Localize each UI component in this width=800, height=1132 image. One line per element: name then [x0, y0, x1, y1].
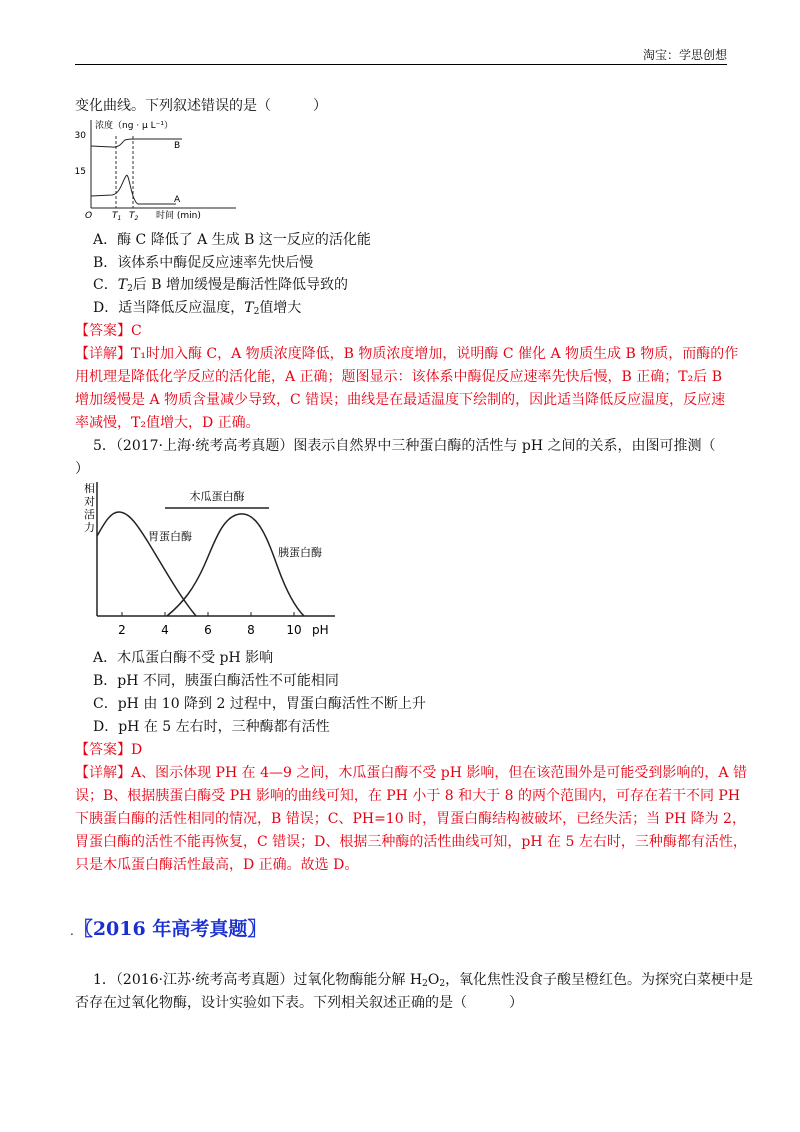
q4-option-d: D．适当降低反应温度，$T_2$值增大 [93, 300, 302, 317]
q4-t1-label: $T_1$ [112, 211, 122, 222]
q4-answer: 【答案】C [75, 323, 142, 339]
q5-detail-line: 只是木瓜蛋白酶活性最高，D 正确。故选 D。 [75, 857, 359, 873]
q5-option-d: D．pH 在 5 左右时，三种酶都有活性 [93, 719, 330, 735]
q5-detail-line: 误；B、根据胰蛋白酶受 PH 影响的曲线可知，在 PH 小于 8 和大于 8 的两个范围内，可存在若干不同 PH [75, 788, 741, 804]
q1-stem-line2: 否存在过氧化物酶，设计实验如下表。下列相关叙述正确的是（ ） [75, 995, 523, 1011]
q4-series-a-label: A [174, 195, 181, 205]
q5-stem: 5．（2017·上海·统考高考真题）图表示自然界中三种蛋白酶的活性与 pH 之间的关系，由图可推测（ [93, 438, 716, 454]
q4-option-b: B．该体系中酶促反应速率先快后慢 [93, 255, 314, 271]
q5-x-tick-label: 6 [204, 623, 212, 637]
q1-stem-line1: 1．（2016·江苏·统考高考真题）过氧化物酶能分解 $H_2O_2$，氧化焦性没食子酸呈橙红色。为探究白菜梗中是 [93, 972, 754, 989]
q4-option-a: A．酶 C 降低了 A 生成 B 这一反应的活化能 [93, 232, 371, 248]
q4-curve-a [91, 175, 176, 204]
q4-chart [68, 116, 238, 224]
section-heading [70, 915, 266, 945]
q4-curve-b [91, 139, 182, 147]
q5-x-tick-label: 10 [286, 623, 302, 637]
q5-option-c: C．pH 由 10 降到 2 过程中，胃蛋白酶活性不断上升 [93, 696, 426, 712]
q4-option-c: C．$T_2$后 B 增加缓慢是酶活性降低导致的 [93, 277, 348, 294]
q4-detail-line: 增加缓慢是 A 物质含量减少导致，C 错误；曲线是在最适温度下绘制的，因此适当降低反应温度，反应速 [75, 392, 726, 408]
page-header: 淘宝：学思创想 [642, 48, 727, 62]
section-dot: . [70, 924, 74, 938]
q4-y-axis-label: 浓度（ng · μ L⁻¹） [95, 121, 173, 131]
q4-stem: 变化曲线。下列叙述错误的是（ ） [75, 98, 327, 114]
section-title: 〖2016 年高考真题〗 [73, 918, 267, 940]
q5-stem-cont: ） [75, 461, 89, 477]
q5-pepsin-label: 胃蛋白酶 [148, 530, 192, 543]
q5-y-label-char: 活 [84, 508, 95, 521]
header-rule [75, 64, 727, 65]
q5-detail-line: 下胰蛋白酶的活性相同的情况，B 错误；C、PH=10 时，胃蛋白酶结构被破坏，已经失活；当 PH 降为 2， [75, 811, 746, 827]
q4-detail-line: 【详解】T₁时加入酶 C，A 物质浓度降低，B 物质浓度增加，说明酶 C 催化 A 物质生成 B 物质，而酶的作 [75, 346, 739, 362]
q4-x-axis-label: 时间 (min) [156, 211, 201, 221]
q4-t2-label: $T_2$ [129, 211, 139, 222]
q4-detail-line: 率减慢，T₂值增大，D 正确。 [75, 415, 260, 431]
q5-x-tick-label: 2 [118, 623, 126, 637]
q5-detail-line: 胃蛋白酶的活性不能再恢复，C 错误；D、根据三种酶的活性曲线可知，pH 在 5 左右时，三种酶都有活性， [75, 834, 747, 850]
q4-y-tick-30: 30 [74, 131, 86, 141]
q5-papain-label: 木瓜蛋白酶 [189, 490, 245, 503]
q5-y-label-char: 相 [84, 482, 95, 495]
q5-answer: 【答案】D [75, 742, 143, 758]
q5-x-tick-label: 4 [161, 623, 169, 637]
q4-origin-label: O [85, 211, 93, 221]
q4-y-tick-15: 15 [74, 167, 86, 177]
q5-trypsin-label: 胰蛋白酶 [278, 546, 322, 559]
q5-option-b: B．pH 不同，胰蛋白酶活性不可能相同 [93, 673, 339, 689]
q5-detail-line: 【详解】A、图示体现 PH 在 4—9 之间，木瓜蛋白酶不受 pH 影响，但在该范围外是可能受到影响的，A 错 [75, 765, 747, 781]
q5-y-label-char: 力 [84, 521, 95, 534]
q4-detail-line: 用机理是降低化学反应的活化能，A 正确；题图显示：该体系中酶促反应速率先快后慢，B 正确；T₂后 B [75, 369, 722, 385]
q5-option-a: A．木瓜蛋白酶不受 pH 影响 [93, 650, 274, 666]
q5-chart [72, 478, 352, 642]
q5-pepsin-curve [97, 512, 196, 616]
q4-series-b-label: B [174, 141, 181, 151]
q5-y-label-char: 对 [84, 495, 95, 508]
q5-x-axis-label: pH [312, 623, 329, 637]
q5-x-tick-label: 8 [247, 623, 255, 637]
